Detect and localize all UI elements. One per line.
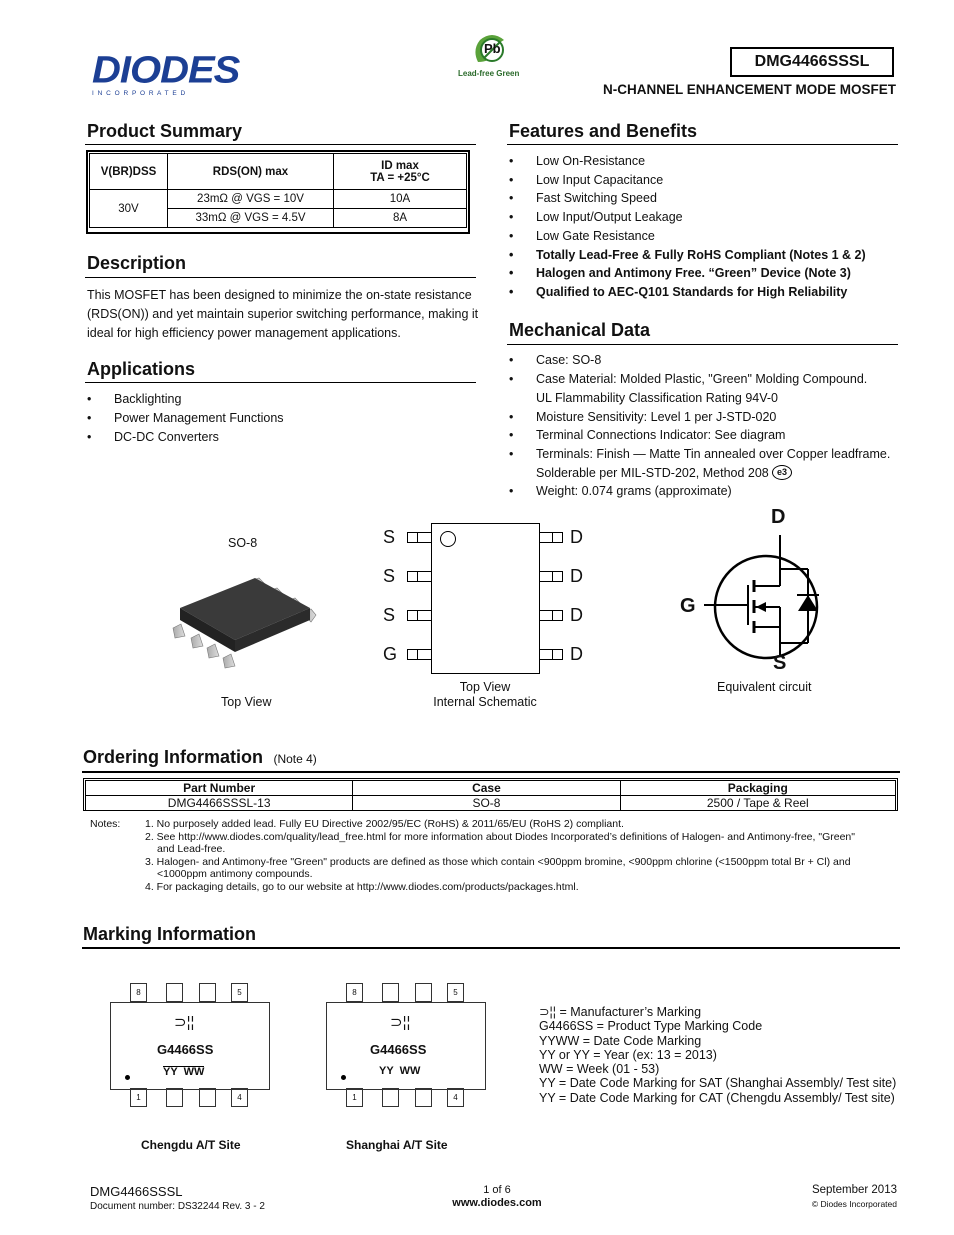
pin-label-left: S (383, 527, 396, 547)
ordering-table (85, 780, 896, 811)
pin-label-right: D (570, 644, 583, 664)
ordering-header (83, 747, 317, 768)
description-line-3: ideal for high efficiency power management applications. (87, 326, 401, 340)
site-shanghai: Shanghai A/T Site (346, 1138, 448, 1152)
product-summary-table (89, 153, 467, 228)
package-label: SO-8 (228, 536, 258, 550)
e3-mark: e3 (776, 467, 787, 477)
date-code-sat: YY WW (379, 1065, 421, 1077)
footer-part: DMG4466SSSL (90, 1184, 183, 1199)
pin-8: 8 (346, 983, 363, 1002)
e3-icon (772, 465, 792, 480)
legend-line: YYWW = Date Code Marking (539, 1033, 702, 1048)
footer-copyright: © Diodes Incorporated (811, 1199, 897, 1209)
marking-shanghai (326, 983, 486, 1123)
col-id-2: TA = +25°C (370, 171, 430, 184)
notes-label: Notes: (90, 818, 121, 830)
pin-4: 4 (231, 1088, 248, 1107)
marking-chengdu (110, 983, 270, 1123)
description-line-1: This MOSFET has been designed to minimize the on-state resistance (87, 288, 472, 302)
vbr-value: 30V (90, 190, 168, 228)
logo-subtext: I N C O R P O R A T E D (92, 90, 187, 97)
footer-date: September 2013 (811, 1184, 897, 1196)
ordering-part: DMG4466SSSL-13 (86, 796, 353, 811)
rds-row-2: 33mΩ @ VGS = 4.5V (168, 209, 334, 228)
legend-line: YY = Date Code Marking for SAT (Shanghai Assembly/ Test site) (539, 1076, 897, 1091)
equivalent-circuit (700, 525, 830, 660)
footer-page: 1 of 6 (483, 1184, 511, 1196)
ordering-col-case: Case (353, 781, 620, 796)
manufacturer-mark: ⊃¦¦ (390, 1014, 411, 1031)
so8-package-image (155, 568, 320, 678)
description-title: Description (87, 253, 187, 273)
ordering-col-packaging: Packaging (620, 781, 895, 796)
applications-title: Applications (87, 359, 196, 379)
legend-line: WW = Week (01 - 53) (539, 1062, 660, 1077)
note-line: 2. See http://www.diodes.com/quality/lead_free.html for more information about Diodes Incorporated’s definitions of Halogen- and Antimony-free, "Green" (145, 830, 855, 843)
ordering-case: SO-8 (353, 796, 620, 811)
footer-url[interactable]: www.diodes.com (452, 1197, 542, 1209)
equiv-label-g: G (680, 595, 696, 617)
notes-list (145, 818, 900, 893)
pin-label-left: S (383, 566, 396, 586)
mechanical-title: Mechanical Data (509, 320, 651, 340)
legend-line: YY = Date Code Marking for CAT (Chengdu Assembly/ Test site) (539, 1090, 895, 1105)
col-id-1: ID max (381, 159, 419, 172)
note-line: and Lead-free. (157, 843, 226, 855)
legend-line: G4466SS = Product Type Marking Code (539, 1019, 763, 1034)
part-number-box (730, 47, 894, 77)
logo-text: DIODES (92, 49, 240, 91)
note-line: 1. No purposely added lead. Fully EU Directive 2002/95/EC (RoHS) & 2011/65/EU (RoHS 2) compliant. (145, 818, 624, 830)
pin-4: 4 (447, 1088, 464, 1107)
footer-docnum: Document number: DS32244 Rev. 3 - 2 (90, 1201, 265, 1212)
description-line-2: (RDS(ON)) and yet maintain superior switching performance, making it (87, 307, 479, 321)
note-line: <1000ppm antimony compounds. (157, 868, 313, 880)
ordering-title: Ordering Information (83, 747, 263, 767)
diodes-logo (92, 49, 240, 97)
pin-1: 1 (346, 1088, 363, 1107)
device-subtitle: N-CHANNEL ENHANCEMENT MODE MOSFET (603, 82, 896, 97)
col-rds: RDS(ON) max (212, 165, 289, 178)
lead-free-label: Lead-free Green (458, 69, 520, 78)
marking-legend (539, 1005, 896, 1105)
manufacturer-mark: ⊃¦¦ (174, 1014, 195, 1031)
pin-8: 8 (130, 983, 147, 1002)
pin-label-left: G (383, 644, 398, 664)
pin-1: 1 (130, 1088, 147, 1107)
note-line: 4. For packaging details, go to our website at http://www.diodes.com/products/packages.html. (145, 880, 579, 893)
equiv-label-s: S (773, 652, 787, 674)
internal-schematic (378, 520, 590, 680)
legend-line: YY or YY = Year (ex: 13 = 2013) (539, 1047, 717, 1062)
product-summary-title: Product Summary (87, 121, 243, 141)
package-caption: Top View (221, 695, 272, 709)
features-title: Features and Benefits (509, 121, 698, 141)
pin-label-right: D (570, 566, 583, 586)
marking-code: G4466SS (157, 1042, 214, 1057)
date-code-cat: YY WW (163, 1066, 205, 1078)
pin-label-right: D (570, 527, 583, 547)
pb-symbol: Pb (484, 41, 501, 56)
rds-row-1: 23mΩ @ VGS = 10V (168, 190, 334, 209)
equiv-label-d: D (771, 506, 786, 528)
note-line: 3. Halogen- and Antimony-free "Green" products are defined as those which contain <900ppm bromine, <900ppm chlorine (<1500ppm total Br + Cl) and (145, 855, 851, 868)
equiv-caption: Equivalent circuit (717, 680, 812, 694)
pin-label-left: S (383, 605, 396, 625)
legend-line: ⊃¦¦ = Manufacturer’s Marking (539, 1005, 702, 1019)
site-chengdu: Chengdu A/T Site (141, 1138, 241, 1152)
ordering-packaging: 2500 / Tape & Reel (620, 796, 895, 811)
pin-label-right: D (570, 605, 583, 625)
pin-5: 5 (231, 983, 248, 1002)
part-number: DMG4466SSSL (754, 53, 870, 70)
description-body (87, 286, 479, 343)
marking-title: Marking Information (83, 924, 257, 944)
ordering-col-part: Part Number (86, 781, 353, 796)
pin-5: 5 (447, 983, 464, 1002)
marking-code: G4466SS (370, 1042, 427, 1057)
schematic-caption: Top View Internal Schematic (433, 680, 537, 709)
ordering-note: (Note 4) (273, 752, 317, 766)
col-vbr: V(BR)DSS (100, 165, 157, 178)
pin1-marker (440, 531, 456, 547)
id-row-2: 8A (334, 209, 467, 228)
id-row-1: 10A (334, 190, 467, 209)
